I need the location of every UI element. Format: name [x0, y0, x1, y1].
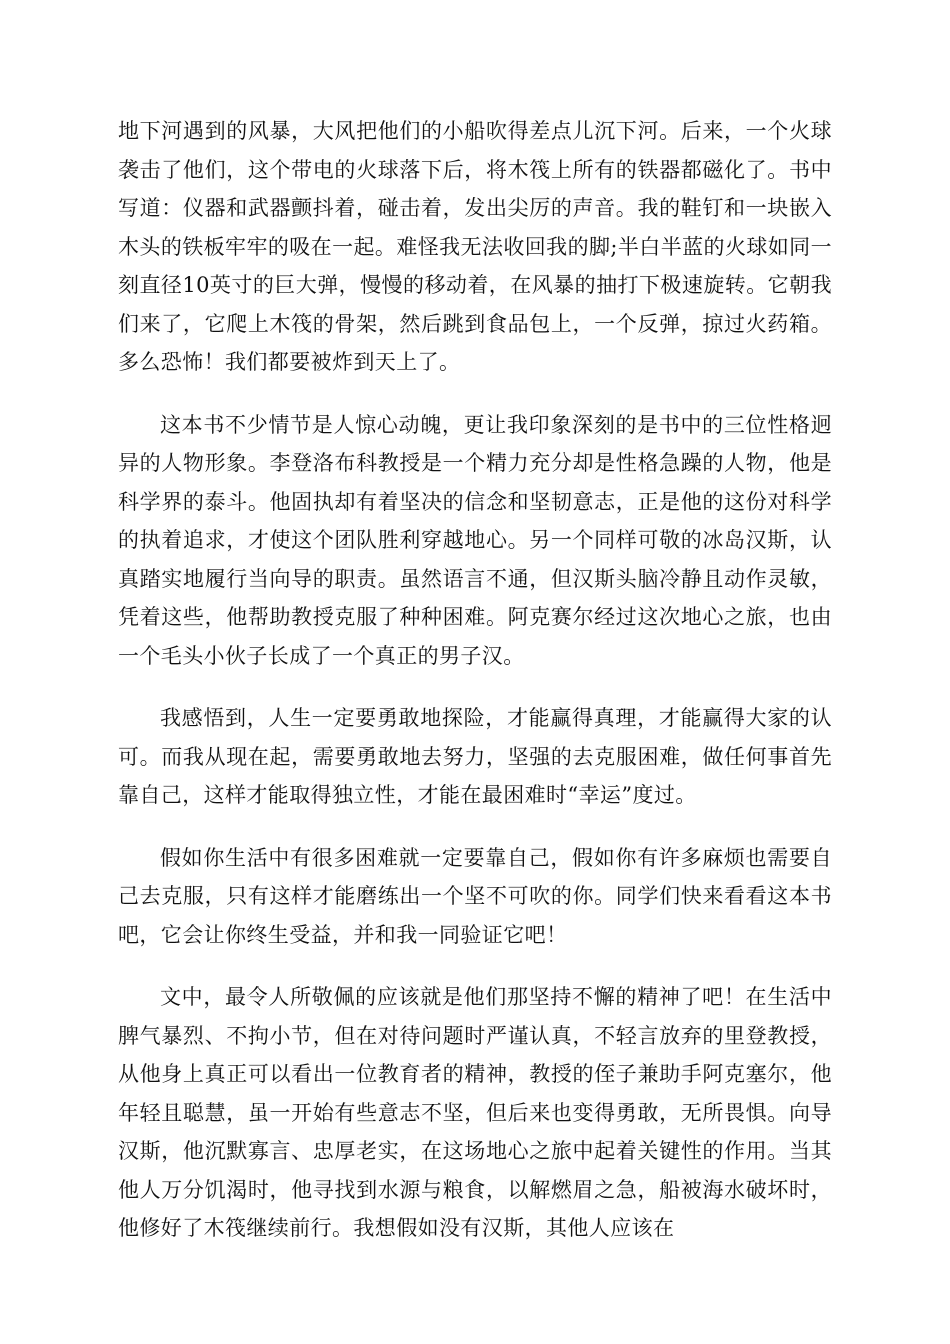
paragraph-perseverance: 文中，最令人所敬佩的应该就是他们那坚持不懈的精神了吧！在生活中脾气暴烈、不拘小节，但在对待问题时严谨认真，不轻言放弃的里登教授，从他身上真正可以看出一位教育者的精神，教授的侄子兼助手阿克塞尔，他年轻且聪慧，虽一开始有些意志不坚，但后来也变得勇敢，无所畏惧。向导汉斯，他沉默寡言、忠厚老实，在这场地心之旅中起着关键性的作用。当其他人万分饥渴时，他寻找到水源与粮食，以解燃眉之急，船被海水破坏时，他修好了木筏继续前行。我想假如没有汉斯，其他人应该在 [118, 985, 832, 1240]
paragraph-gap [118, 382, 832, 406]
paragraph-gap [118, 675, 832, 699]
document-page [118, 112, 832, 1248]
paragraph-advice: 假如你生活中有很多困难就一定要靠自己，假如你有许多麻烦也需要自己去克服，只有这样才能磨练出一个坚不可吹的你。同学们快来看看这本书吧，它会让你终生受益，并和我一同验证它吧！ [118, 845, 832, 947]
paragraph-continuation: 地下河遇到的风暴，大风把他们的小船吹得差点儿沉下河。后来，一个火球袭击了他们，这个带电的火球落下后，将木筏上所有的铁器都磁化了。书中写道：仪器和武器颤抖着，碰击着，发出尖厉的声音。我的鞋钉和一块嵌入木头的铁板牢牢的吸在一起。难怪我无法收回我的脚;半白半蓝的火球如同一刻直径10英寸的巨大弹，慢慢的移动着，在风暴的抽打下极速旋转。它朝我们来了，它爬上木筏的骨架，然后跳到食品包上，一个反弹，掠过火药箱。多么恐怖！我们都要被炸到天上了。 [118, 119, 832, 374]
paragraph-gap [118, 815, 832, 839]
paragraph-insight: 我感悟到，人生一定要勇敢地探险，才能赢得真理，才能赢得大家的认可。而我从现在起，需要勇敢地去努力，坚强的去克服困难，做任何事首先靠自己，这样才能取得独立性，才能在最困难时“幸运”度过。 [118, 706, 832, 807]
paragraph-gap [118, 954, 832, 978]
paragraph-characters: 这本书不少情节是人惊心动魄，更让我印象深刻的是书中的三位性格迥异的人物形象。李登洛布科教授是一个精力充分却是性格急躁的人物，他是科学界的泰斗。他固执却有着坚决的信念和坚韧意志，正是他的这份对科学的执着追求，才使这个团队胜利穿越地心。另一个同样可敬的冰岛汉斯，认真踏实地履行当向导的职责。虽然语言不通，但汉斯头脑冷静且动作灵敏，凭着这些，他帮助教授克服了种种困难。阿克赛尔经过这次地心之旅，也由一个毛头小伙子长成了一个真正的男子汉。 [118, 412, 832, 668]
